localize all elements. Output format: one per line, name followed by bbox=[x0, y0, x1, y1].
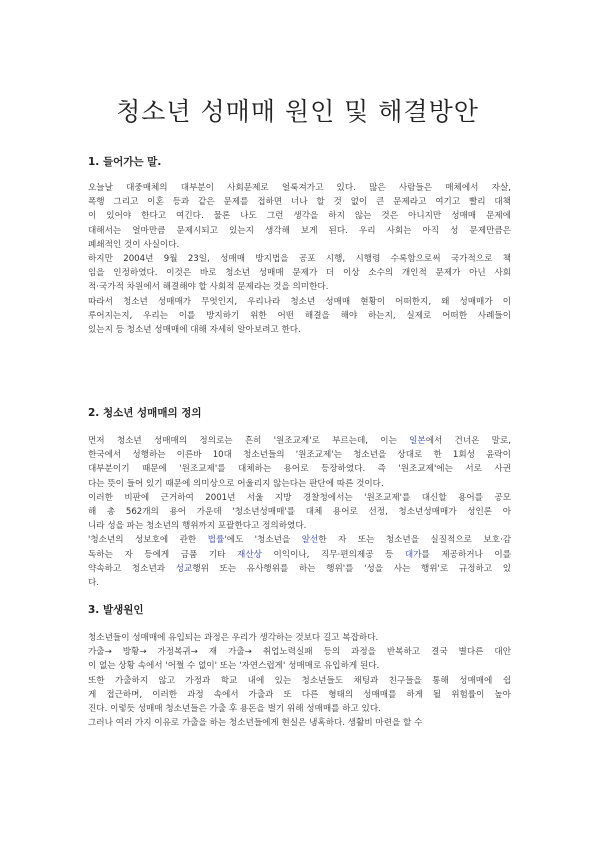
text-line: 폭행 그리고 이혼 등과 같은 문제를 접하면 너나 할 것 없이 큰 문제라고 여기고 빨리 대책 bbox=[88, 197, 511, 208]
keyword-link[interactable]: 법률 bbox=[207, 535, 225, 546]
text-line: 니라 성을 파는 청소년의 행위까지 포괄한다고 정의하였다. bbox=[88, 521, 307, 532]
text-line: 오늘날 대중매체의 대부분이 사회문제로 얼룩져가고 있다. 많은 사람들은 매체에서 자살, bbox=[88, 183, 511, 193]
text-line: 루어지는지, 우리는 이를 방지하기 위한 어떤 해결을 해야 하는지, 실제로 어떠한 사례들이 bbox=[88, 310, 511, 321]
text-line: 있는지 등 청소년 성매매에 대해 자세히 알아보려고 한다. bbox=[88, 324, 301, 335]
text-line: 게 접근하며, 이러한 과정 속에서 가출과 또 다른 형태의 성매매를 하게 될 위험률이 높아 bbox=[88, 689, 511, 700]
text-line: 청소년들이 성매매에 유입되는 과정은 우리가 생각하는 것보다 길고 복잡하다. bbox=[88, 633, 379, 643]
section-heading-causes: 3. 발생원인 bbox=[88, 604, 144, 616]
section-heading-introduction: 1. 들어가는 말. bbox=[88, 156, 162, 168]
keyword-link[interactable]: 일본 bbox=[409, 436, 426, 446]
section-body-introduction bbox=[88, 181, 511, 337]
keyword-link[interactable]: 대가 bbox=[404, 549, 422, 560]
text-line: 다. bbox=[88, 577, 100, 588]
text-line: 대해서는 얼마만큼 문제시되고 있는지 생각해 보게 된다. 우리 사회는 아직 성 문제만큼은 bbox=[88, 225, 511, 236]
keyword-link[interactable]: 재산상 bbox=[237, 549, 262, 560]
text-line: 또한 가출하지 않고 가정과 학교 내에 있는 청소년들도 채팅과 친구들을 통해 성매매에 쉽 bbox=[88, 675, 511, 686]
text-line: 이 있어야 한다고 여긴다. 물론 나도 그런 생각을 하지 않는 것은 아니지만 성매매 문제에 bbox=[88, 211, 511, 222]
text-line: 그러나 여러 가지 이유로 가출을 하는 청소년들에게 현실은 냉혹하다. 생활비 마련을 할 수 bbox=[88, 718, 423, 729]
text-line: 다는 뜻이 들어 있기 때문에 의미상으로 어울리지 않는다는 판단에 따른 것이다. bbox=[88, 478, 384, 489]
section-heading-definition: 2. 청소년 성매매의 정의 bbox=[88, 407, 202, 419]
text-line: 적·국가적 차원에서 해결해야 할 사회적 문제라는 것을 의미한다. bbox=[88, 282, 329, 293]
text-line: 약속하고 청소년과 성교행위 또는 유사행위를 하는 행위'를 '성을 사는 행위'로 규정하고 있 bbox=[88, 563, 511, 574]
text-line: 하지만 2004년 9월 23일, 성매매 방지법을 공포 시행, 시행령 수록함으로써 국가적으로 책 bbox=[88, 253, 511, 264]
text-line: 해 총 562개의 용어 가운데 '청소년성매매'를 대체 용어로 선정, 청소년성매매가 성인론 아 bbox=[88, 506, 511, 517]
text-line: 대부분이기 때문에 '원조교제'를 대체하는 용어로 등장하였다. 즉 '원조교제'에는 서로 사귄 bbox=[88, 464, 511, 475]
keyword-link[interactable]: 알선 bbox=[301, 535, 319, 546]
text-line: '청소년의 성보호에 관한 법률'에도 '청소년을 알선한 자 또는 청소년을 실질적으로 보호·감 bbox=[88, 535, 511, 546]
keyword-link[interactable]: 성교 bbox=[175, 563, 193, 574]
text-line: 가출→ 방황→ 가정복귀→ 재 가출→ 취업노력실패 등의 과정을 반복하고 결국 별다른 대안 bbox=[88, 647, 511, 658]
section-body-definition bbox=[88, 434, 511, 590]
text-line: 독하는 자 등에게 금품 기타 재산상 이익이나, 직무·편의제공 등 대가를 제공하거나 이를 bbox=[88, 549, 511, 560]
document-title: 청소년 성매매 원인 및 해결방안 bbox=[116, 97, 479, 126]
text-line: 임을 인정하였다. 이것은 바로 청소년 성매매 문제가 더 이상 소수의 개인적 문제가 아닌 사회 bbox=[88, 268, 511, 279]
text-line: 폐쇄적인 것이 사실이다. bbox=[88, 239, 180, 250]
text-line: 먼저 청소년 성매매의 정의로는 흔히 '원조교제'로 부르는데, 이는 일본에서 건너온 말로, bbox=[88, 436, 511, 446]
text-line: 따라서 청소년 성매매가 무엇인지, 우리나라 청소년 성매매 현황이 어떠한지, 왜 성매매가 이 bbox=[88, 296, 511, 307]
text-line: 진다. 이렇듯 성매매 청소년들은 가출 후 용돈을 벌기 위해 성매매를 하고 있다. bbox=[88, 703, 381, 714]
section-body-causes bbox=[88, 631, 511, 730]
text-line: 이 없는 상황 속에서 '어쩔 수 없이' 또는 '자연스럽게' 성매매로 유입하게 된다. bbox=[88, 661, 380, 672]
text-line: 이러한 비판에 근거하여 2001년 서울 지방 경찰청에서는 '원조교제'를 대신할 용어를 공모 bbox=[88, 492, 511, 503]
text-line: 한국에서 성행하는 이른바 10대 청소년들의 '원조교제'는 청소년을 상대로 한 1회성 윤락이 bbox=[88, 450, 511, 461]
